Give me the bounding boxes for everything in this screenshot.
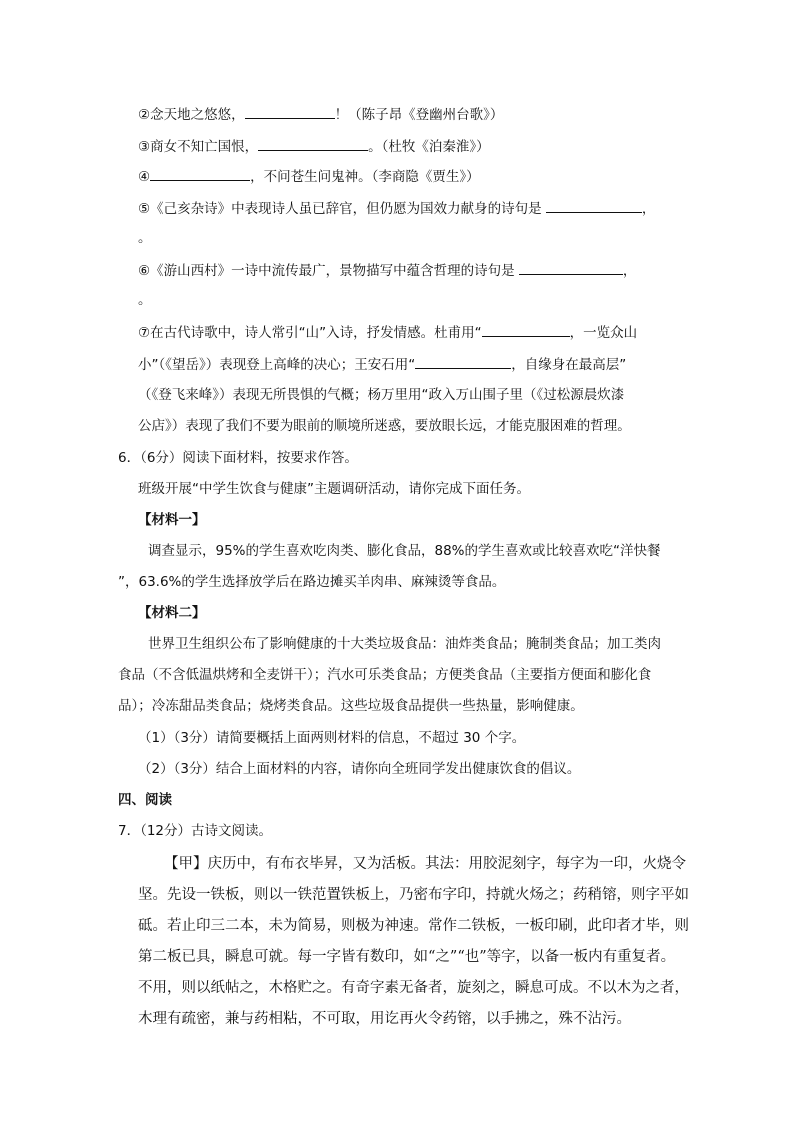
q5-item-4-text: ，不问苍生问鬼神。（李商隐《贾生》） [250,169,480,185]
answer-blank[interactable] [482,322,570,337]
section-heading: 四、阅读 [118,792,172,808]
q5-item-3-source: 。（杜牧《泊秦淮》） [368,139,490,155]
material-2-line-3: 品）；冷冻甜品类食品；烧烤类食品。这些垃圾食品提供一些热量，影响健康。 [118,698,584,714]
q5-item-4 [138,166,480,187]
q6-sub-question-2: （2）（3分）结合上面材料的内容，请你向全班同学发出健康饮食的倡议。 [138,761,581,777]
answer-blank[interactable] [546,198,642,213]
q6-intro: 班级开展“中学生饮食与健康”主题调研活动，请你完成下面任务。 [138,481,530,497]
q6-sub-question-1: （1）（3分）请简要概括上面两则材料的信息，不超过 30 个字。 [138,730,526,746]
q5-item-3-text: ③商女不知亡国恨， [138,139,259,155]
q5-item-7-line-4: 公店》）表现了我们不要为眼前的顺境所迷惑，要放眼长远，才能克服困难的哲理。 [138,418,631,434]
classical-text-line-2: 坚。先设一铁板，则以一铁范置铁板上，乃密布字印，持就火炀之；药稍镕，则字平如 [138,887,689,903]
answer-blank[interactable] [415,354,511,369]
q5-item-4-num: ④ [138,169,151,185]
answer-blank[interactable] [258,136,368,151]
classical-text-line-4: 第二板已具，瞬息可就。每一字皆有数印，如“之”“也”等字，以备一板内有重复者。 [138,949,676,965]
material-2-label: 【材料二】 [138,605,206,621]
material-2-line-2: 食品（不含低温烘烤和全麦饼干）；汽水可乐类食品；方便类食品（主要指方便面和膨化食 [118,667,652,683]
q5-item-7-line-2 [138,354,626,375]
q5-item-2 [138,104,503,125]
answer-blank[interactable] [519,260,623,275]
classical-text-line-6: 木理有疏密，兼与药相粘，不可取，用讫再火令药镕，以手拂之，殊不沾污。 [138,1011,631,1027]
q6-title: 6．（6分）阅读下面材料，按要求作答。 [118,450,358,466]
q5-item-7-line-3: （《登飞来峰》）表现无所畏惧的气概；杨万里用“政入万山围子里（《过松源晨炊漆 [138,387,625,403]
classical-text-line-3: 砥。若止印三二本，未为简易，则极为神速。常作二铁板，一板印刷，此印者才毕，则 [138,918,689,934]
q5-item-6-text: ⑥《游山西村》一诗中流传最广，景物描写中蕴含哲理的诗句是 [138,263,515,279]
q7-title: 7．（12分）古诗文阅读。 [118,823,273,839]
q5-item-7-line-1 [138,322,637,343]
q5-item-7-text: 小”（《望岳》）表现登上高峰的决心；王安石用“ [138,357,416,373]
q5-item-7-text: ⑦在古代诗歌中，诗人常引“山”入诗，抒发情感。杜甫用“ [138,325,482,341]
material-2-line-1: 世界卫生组织公布了影响健康的十大类垃圾食品：油炸类食品；腌制类食品；加工类肉 [148,636,661,652]
classical-text-line-5: 不用，则以纸帖之，木格贮之。有奇字素无备者，旋刻之，瞬息可成。不以木为之者， [138,980,689,996]
q5-item-5-comma: ， [641,201,656,217]
material-1-line-2: ”，63.6%的学生选择放学后在路边摊买羊肉串、麻辣烫等食品。 [118,574,506,590]
material-1-label: 【材料一】 [138,512,206,528]
q5-item-7-text: ，一览众山 [569,325,638,341]
q5-item-6 [138,260,636,281]
q5-item-7-text: ，自缘身在最高层” [511,357,627,373]
q5-item-2-source: ！（陈子昂《登幽州台歌》） [334,107,504,123]
q5-item-5 [138,198,655,219]
q5-item-3 [138,136,490,157]
q5-item-5-cont: 。 [138,230,152,246]
answer-blank[interactable] [150,166,250,181]
q5-item-6-cont: 。 [138,292,152,308]
q5-item-2-text: ②念天地之悠悠， [138,107,245,123]
classical-text-line-1: 【甲】庆历中，有布衣毕昇，又为活板。其法：用胶泥刻字，每字为一印，火烧令 [164,856,686,872]
material-1-line-1: 调查显示，95%的学生喜欢吃肉类、膨化食品，88%的学生喜欢或比较喜欢吃“洋快餐 [148,543,661,559]
answer-blank[interactable] [245,104,335,119]
q5-item-5-text: ⑤《己亥杂诗》中表现诗人虽已辞官，但仍愿为国效力献身的诗句是 [138,201,542,217]
q5-item-6-comma: ， [622,263,637,279]
